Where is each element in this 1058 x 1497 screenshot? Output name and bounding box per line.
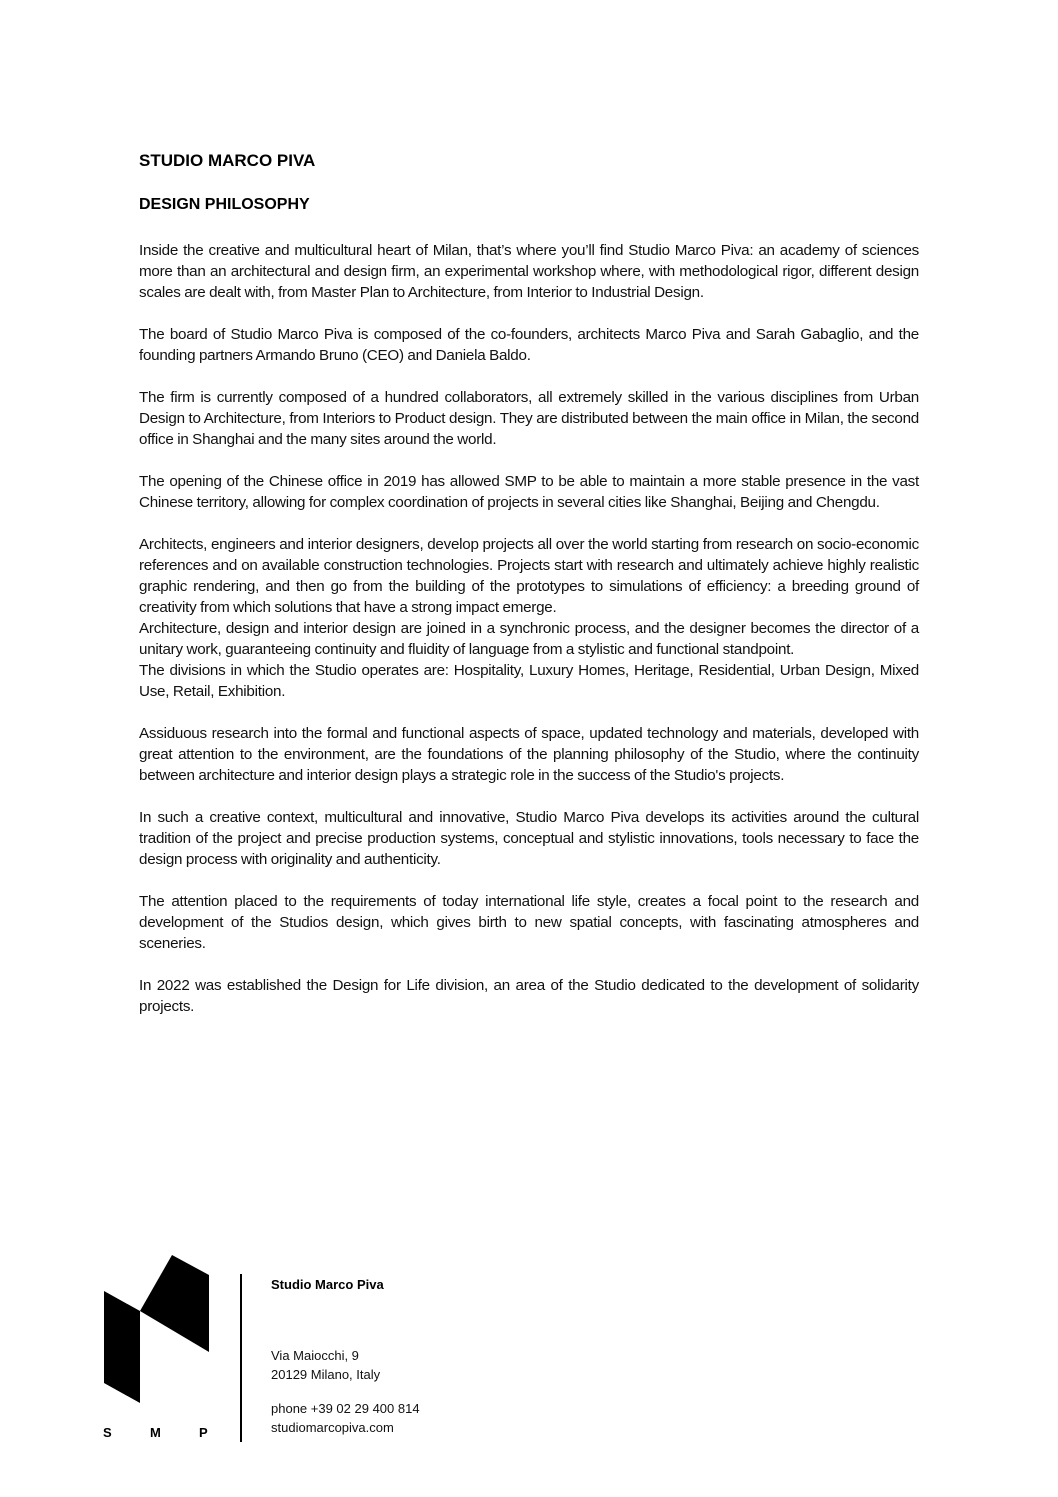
logo-letter-p: P xyxy=(199,1425,208,1440)
footer-company-name: Studio Marco Piva xyxy=(271,1277,384,1292)
phone-number: phone +39 02 29 400 814 xyxy=(271,1401,420,1416)
footer-contact-block xyxy=(271,1275,420,1437)
body-text xyxy=(139,240,919,1038)
paragraph-divisions: The divisions in which the Studio operates are: Hospitality, Luxury Homes, Heritage, Residential, Urban Design, Mixed Use, Retail, Exhibition. xyxy=(139,662,919,700)
paragraph-projects: Architects, engineers and interior designers, develop projects all over the world starting from research on socio-economic references and on available construction technologies. Projects start with research and ultimately achieve highly realistic graphic rendering, and then go from the building of the prototypes to simulations of efficiency: a breeding ground of creativity from which solutions that have a strong impact emerge. xyxy=(139,536,919,616)
address-line-2: 20129 Milano, Italy xyxy=(271,1367,381,1382)
smp-logo-icon xyxy=(100,1250,215,1410)
footer-address xyxy=(271,1346,420,1384)
paragraph-firm: The firm is currently composed of a hundred collaborators, all extremely skilled in the various disciplines from Urban Design to Architecture, from Interiors to Product design. They are distributed between the main office in Milan, the second office in Shanghai and the many sites around the world. xyxy=(139,389,919,448)
footer-contact xyxy=(271,1399,420,1437)
logo-letter-s: S xyxy=(103,1425,112,1440)
paragraph-intro: Inside the creative and multicultural heart of Milan, that’s where you’ll find Studio Marco Piva: an academy of sciences more than an architectural and design firm, an experimental workshop where, with methodological rigor, different design scales are dealt with, from Master Plan to Architecture, from Interior to Industrial Design. xyxy=(139,242,919,301)
paragraph-board: The board of Studio Marco Piva is composed of the co-founders, architects Marco Piva and Sarah Gabaglio, and the founding partners Armando Bruno (CEO) and Daniela Baldo. xyxy=(139,326,919,364)
paragraph-chinese-office: The opening of the Chinese office in 2019 has allowed SMP to be able to maintain a more stable presence in the vast Chinese territory, allowing for complex coordination of projects in several cities like Shanghai, Beijing and Chengdu. xyxy=(139,473,919,511)
paragraph-design-for-life: In 2022 was established the Design for Life division, an area of the Studio dedicated to the development of solidarity projects. xyxy=(139,977,919,1015)
website-link[interactable]: studiomarcopiva.com xyxy=(271,1420,394,1435)
section-heading: DESIGN PHILOSOPHY xyxy=(139,196,310,213)
paragraph-research: Assiduous research into the formal and functional aspects of space, updated technology and materials, developed with great attention to the environment, are the foundations of the planning philosophy of the Studio, where the continuity between architecture and interior design plays a strategic role in the success of the Studio's projects. xyxy=(139,725,919,784)
logo-letters xyxy=(100,1425,220,1441)
address-line-1: Via Maiocchi, 9 xyxy=(271,1348,359,1363)
document-title: STUDIO MARCO PIVA xyxy=(139,151,316,170)
paragraph-creative-context: In such a creative context, multicultural and innovative, Studio Marco Piva develops its activities around the cultural tradition of the project and precise production systems, conceptual and stylistic innovations, tools necessary to face the design process with originality and authenticity. xyxy=(139,809,919,868)
paragraph-lifestyle: The attention placed to the requirements of today international life style, creates a focal point to the research and development of the Studios design, which gives birth to new spatial concepts, with fascinating atmospheres and sceneries. xyxy=(139,893,919,952)
logo-letter-m: M xyxy=(150,1425,161,1440)
paragraph-synchronic-process: Architecture, design and interior design are joined in a synchronic process, and the designer becomes the director of a unitary work, guaranteeing continuity and fluidity of language from a stylistic and functional standpoint. xyxy=(139,620,919,658)
footer-divider xyxy=(240,1274,242,1442)
